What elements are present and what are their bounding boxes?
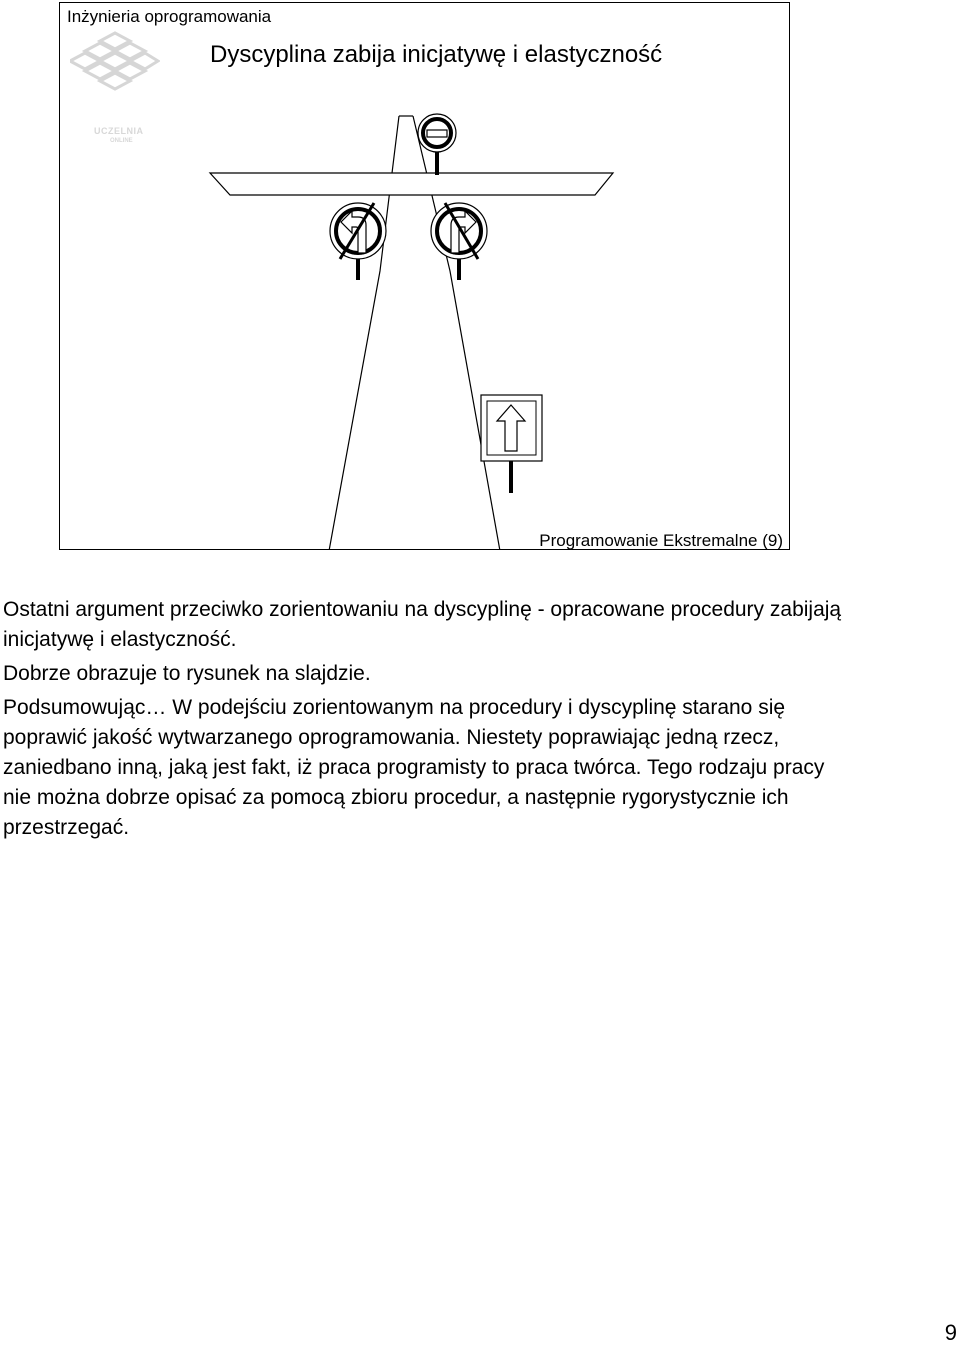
slide-title: Dyscyplina zabija inicjatywę i elastyczność	[210, 41, 663, 68]
logo-text: UCZELNIA	[94, 126, 144, 136]
logo-subtext: ONLINE	[110, 138, 133, 144]
no-entry-sign-icon	[418, 114, 456, 175]
notes-paragraph-3: Podsumowując… W podejściu zorientowanym na procedury i dyscyplinę starano się poprawić jakość wytwarzanego oprogramowania. Niestety poprawiając jedną rzecz, zaniedbano inną, jaką jest fakt, iż praca programisty to praca twórca. Tego rodzaju pracy nie można dobrze opisać za pomocą zbioru procedur, a następnie rygorystycznie ich przestrzegać.	[3, 696, 825, 839]
notes-paragraph-2: Dobrze obrazuje to rysunek na slajdzie.	[3, 662, 371, 685]
gantry-beam	[210, 173, 613, 195]
no-right-turn-sign-icon	[431, 203, 487, 280]
straight-ahead-only-sign-icon	[481, 395, 542, 493]
no-left-turn-sign-icon	[330, 203, 386, 280]
slide-frame	[59, 2, 790, 550]
road-signs-drawing	[60, 3, 790, 550]
lecture-notes	[3, 595, 853, 843]
page-number: 9	[944, 1320, 957, 1345]
slide-footer: Programowanie Ekstremalne (9)	[539, 531, 783, 550]
course-name: Inżynieria oprogramowania	[67, 7, 272, 26]
notes-paragraph-1: Ostatni argument przeciwko zorientowaniu na dyscyplinę - opracowane procedury zabijają inicjatywę i elastyczność.	[3, 598, 842, 651]
